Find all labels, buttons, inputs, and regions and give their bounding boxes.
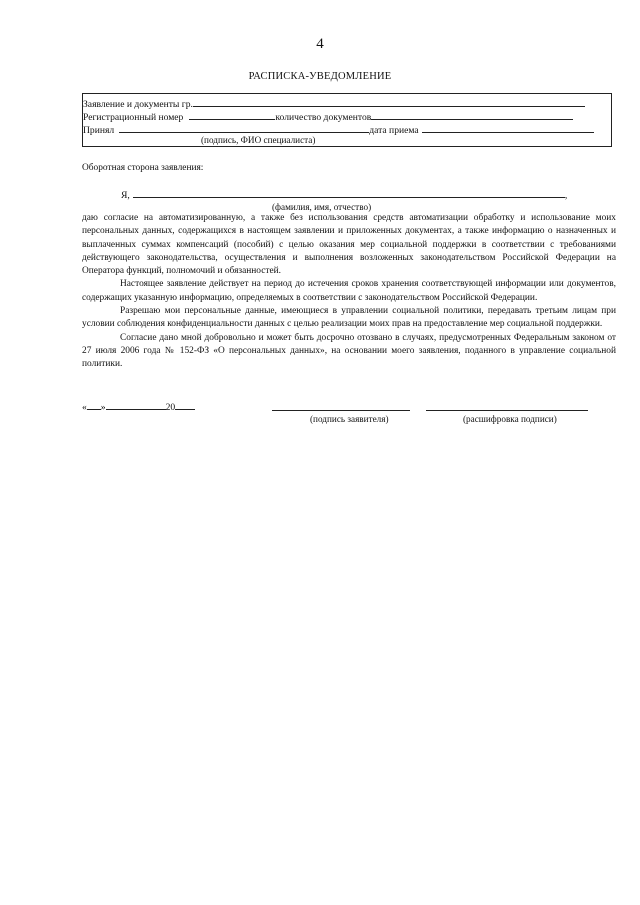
reverse-side-label: Оборотная сторона заявления: [82,163,204,173]
applicant-signature-field[interactable] [272,402,410,411]
registration-number-field[interactable] [189,111,275,120]
page-number: 4 [316,36,324,52]
document-title: РАСПИСКА-УВЕДОМЛЕНИЕ [248,71,392,82]
date-open-quote: « [82,402,87,413]
receipt-row-registration [83,111,573,123]
applicant-signature-caption: (подпись заявителя) [310,414,389,424]
date-year-field[interactable] [175,401,195,410]
consent-text [82,212,616,372]
applicant-name-field[interactable] [193,98,585,107]
documents-count-field[interactable] [371,111,573,120]
signature-transcript-field[interactable] [426,402,588,411]
consent-paragraph-1: даю согласие на автоматизированную, а также без использования средств автоматизации обработку и использование моих персональных данных, содержащихся в настоящем заявлении и приложенных документах, а также информацию о назначенных и выплаченных суммах компенсаций (пособий) с целью оказания мер социальной поддержки в соответствии с требованиями действующего законодательства, осуществления и выполнения возложенных законодательством Российской Федерации на Оператора функций, полномочий и обязанностей. [82,213,616,277]
name-line-comma: , [564,190,568,201]
consent-paragraph-3: Разрешаю мои персональные данные, имеющиеся в управлении социальной политики, передавать третьим лицам при условии соблюдения конфиденциальности данных с целью реализации моих прав на предоставление мер социальной поддержки. [82,306,616,330]
receipt-box [82,93,612,147]
date-year-prefix: 20 [165,402,176,413]
documents-count-label: количество документов [275,112,372,123]
consent-paragraph-2: Настоящее заявление действует на период до истечения сроков хранения соответствующей информации или документов, содержащих указанную информацию, определяемых в соответствии с законодательством Российской Федерации. [82,279,616,303]
applicant-label: Заявление и документы гр. [83,99,193,110]
signature-transcript-caption: (расшифровка подписи) [463,414,557,424]
reception-date-label: дата приема [369,125,419,136]
accepted-by-label: Принял [83,125,115,136]
date-day-field[interactable] [87,401,101,410]
full-name-field[interactable] [133,189,565,198]
signature-date [82,401,195,413]
i-label: Я, [121,190,130,201]
date-month-field[interactable] [106,401,166,410]
date-close-quote: » [100,402,106,413]
receipt-row-accepted [83,124,594,136]
registration-number-label: Регистрационный номер [83,112,184,123]
reception-date-field[interactable] [422,124,594,133]
consent-name-line [121,189,567,201]
full-name-caption: (фамилия, имя, отчество) [272,202,372,212]
consent-paragraph-4: Согласие дано мной добровольно и может быть досрочно отозвано в случаях, предусмотренных Федеральным законом от 27 июля 2006 года № 152-ФЗ «О персональных данных», на основании моего заявления, поданного в управление социальной политики. [82,332,616,370]
accepted-by-field[interactable] [119,124,369,133]
receipt-row-applicant [83,98,585,110]
specialist-signature-caption: (подпись, ФИО специалиста) [201,135,316,145]
